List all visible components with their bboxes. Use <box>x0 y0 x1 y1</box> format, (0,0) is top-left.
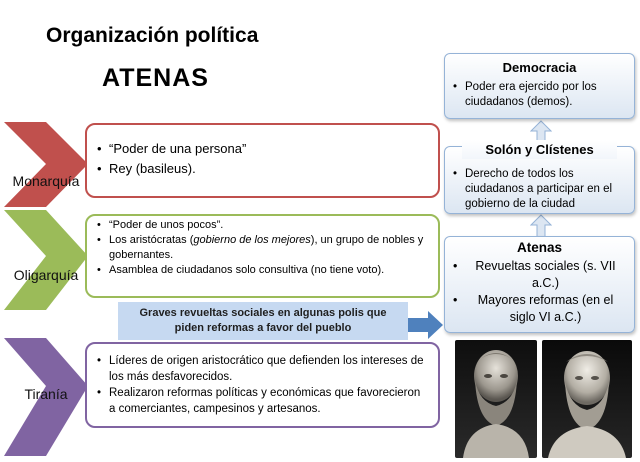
tirania-bullet: • Líderes de origen aristocrático que defienden los intereses de los más desfavorecidos. <box>97 353 428 385</box>
page-subtitle: ATENAS <box>102 64 209 92</box>
stage-label-monarquia: Monarquía <box>12 173 80 189</box>
arrow-up-icon <box>530 214 552 238</box>
atenas-title: Atenas <box>516 240 562 255</box>
democracia-box <box>444 53 635 119</box>
monarquia-bullet: • Rey (basileus). <box>97 159 428 179</box>
oligarquia-bullet: • Asamblea de ciudadanos solo consultiva (no tiene voto). <box>97 263 428 278</box>
arrow-right-icon <box>408 310 444 340</box>
chevron-shape-green <box>4 210 88 310</box>
chevron-tirania <box>4 338 88 456</box>
solon-title: Solón y Clístenes <box>462 140 617 159</box>
chevron-monarquia <box>4 122 88 207</box>
oligarquia-bullet <box>97 233 428 263</box>
greek-bust-photo <box>455 340 537 458</box>
atenas-bullet: • Mayores reformas (en el siglo VI a.C.) <box>453 292 626 326</box>
atenas-bullet: • Revueltas sociales (s. VII a.C.) <box>453 258 626 292</box>
monarquia-bullet: • “Poder de una persona” <box>97 139 428 159</box>
democracia-bullet: • Poder era ejercido por los ciudadanos (demos). <box>453 80 626 110</box>
solon-bullet: • Derecho de todos los ciudadanos a participar en el gobierno de la ciudad <box>453 167 626 212</box>
greek-bust-photo <box>542 340 632 458</box>
chevron-oligarquia <box>4 210 88 310</box>
chevron-shape-red <box>4 122 88 207</box>
democracia-title: Democracia <box>502 60 577 75</box>
oligarquia-box <box>85 214 440 298</box>
bust-illustration-icon <box>542 340 632 458</box>
tirania-box <box>85 342 440 428</box>
oligarquia-text-italic: gobierno de los mejores <box>193 234 311 246</box>
atenas-box <box>444 236 635 333</box>
oligarquia-text-suffix: ), un grupo de nobles y gobernantes. <box>109 234 424 261</box>
stage-label-oligarquia: Oligarquía <box>13 267 79 283</box>
oligarquia-bullet: • “Poder de unos pocos”. <box>97 218 428 233</box>
bust-illustration-icon <box>455 340 537 458</box>
tirania-bullet: • Realizaron reformas políticas y económicas que favorecieron a comerciantes, campesinos y artesanos. <box>97 385 428 417</box>
page-title: Organización política <box>46 24 259 47</box>
stage-label-tirania: Tiranía <box>24 386 68 402</box>
monarquia-box <box>85 123 440 198</box>
oligarquia-text-prefix: Los aristócratas ( <box>109 234 194 246</box>
revueltas-callout: Graves revueltas sociales en algunas polis que piden reformas a favor del pueblo <box>118 302 408 340</box>
